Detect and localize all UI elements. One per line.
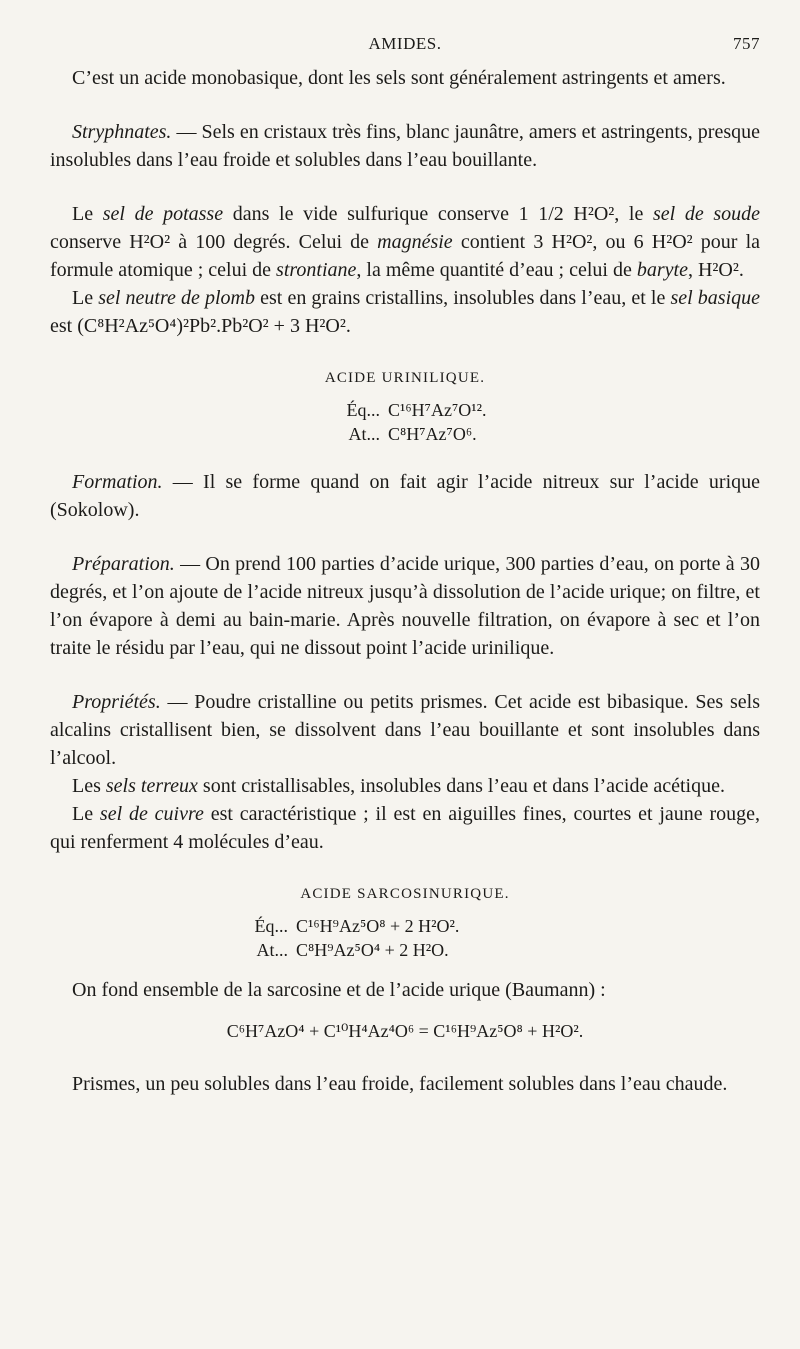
paragraph-terreux: Les sels terreux sont cristallisables, insolubles dans l’eau et dans l’acide acétique. (72, 775, 725, 797)
running-title: AMIDES. (368, 34, 442, 53)
formula-sarcosinurique: Éq... C¹⁶H⁹Az⁵O⁸ + 2 H²O². At... C⁸H⁹Az⁵O⁴ + 2 H²O. (254, 916, 460, 960)
paragraph-cuivre: Le sel de cuivre est caractéristique ; il est en aiguilles fines, courtes et jaune rouge, qui renferment 4 molécules d’eau. (50, 803, 761, 853)
paragraph-plomb: Le sel neutre de plomb est en grains cristallins, insolubles dans l’eau, et le sel basique est (C⁸H²Az⁵O⁴)²Pb².Pb²O² + 3 H²O². (50, 287, 760, 337)
formula-urinilique: Éq... C¹⁶H⁷Az⁷O¹². At... C⁸H⁷Az⁷O⁶. (346, 400, 487, 444)
paragraph-prismes: Prismes, un peu solubles dans l’eau froide, facilement solubles dans l’eau chaude. (72, 1073, 728, 1095)
page-number: 757 (733, 34, 760, 53)
running-head (50, 34, 760, 58)
paragraph-stryphnates: Stryphnates. — Sels en cristaux très fins, blanc jaunâtre, amers et astringents, presque insolubles dans l’eau froide et solubles dans l’eau bouillante. (50, 121, 760, 171)
paragraph-proprietes: Propriétés. — Poudre cristalline ou petits prismes. Cet acide est bibasique. Ses sels alcalins cristallisent bien, se dissolvent dans l’eau bouillante et sont insolubles dans l’alcool. (50, 691, 760, 769)
proprietes-label: Propriétés. (72, 691, 161, 713)
stryphnates-label: Stryphnates. (72, 121, 172, 143)
section-title-sarcosinurique: ACIDE SARCOSINURIQUE. (300, 886, 510, 902)
paragraph-monobasique: C’est un acide monobasique, dont les sels sont généralement astringents et amers. (72, 67, 726, 89)
section-title-urinilique: ACIDE URINILIQUE. (324, 370, 486, 386)
paragraph-potasse: Le sel de potasse dans le vide sulfurique conserve 1 1/2 H²O², le sel de soude conserve H²O² à 100 degrés. Celui de magnésie contient 3 H²O², ou 6 H²O² pour la formule atomique ; celui de strontiane, la même quantité d’eau ; celui de baryte, H²O². (50, 203, 761, 281)
preparation-label: Préparation. (72, 553, 175, 575)
formation-label: Formation. (72, 471, 163, 493)
paragraph-formation: Formation. — Il se forme quand on fait agir l’acide nitreux sur l’acide urique (Sokolow). (50, 471, 760, 521)
reaction-equation: C⁶H⁷AzO⁴ + C¹⁰H⁴Az⁴O⁶ = C¹⁶H⁹Az⁵O⁸ + H²O². (226, 1021, 584, 1041)
page-body (50, 64, 760, 1098)
paragraph-fond: On fond ensemble de la sarcosine et de l’acide urique (Baumann) : (72, 979, 606, 1001)
paragraph-preparation: Préparation. — On prend 100 parties d’acide urique, 300 parties d’eau, on porte à 30 degrés, et l’on ajoute de l’acide nitreux jusqu’à dissolution de l’acide urique; on filtre, et l’on évapore à demi au bain-marie. Après nouvelle filtration, on évapore à sec et l’on traite le résidu par l’eau, qui ne dissout point l’acide urinilique. (50, 553, 760, 659)
